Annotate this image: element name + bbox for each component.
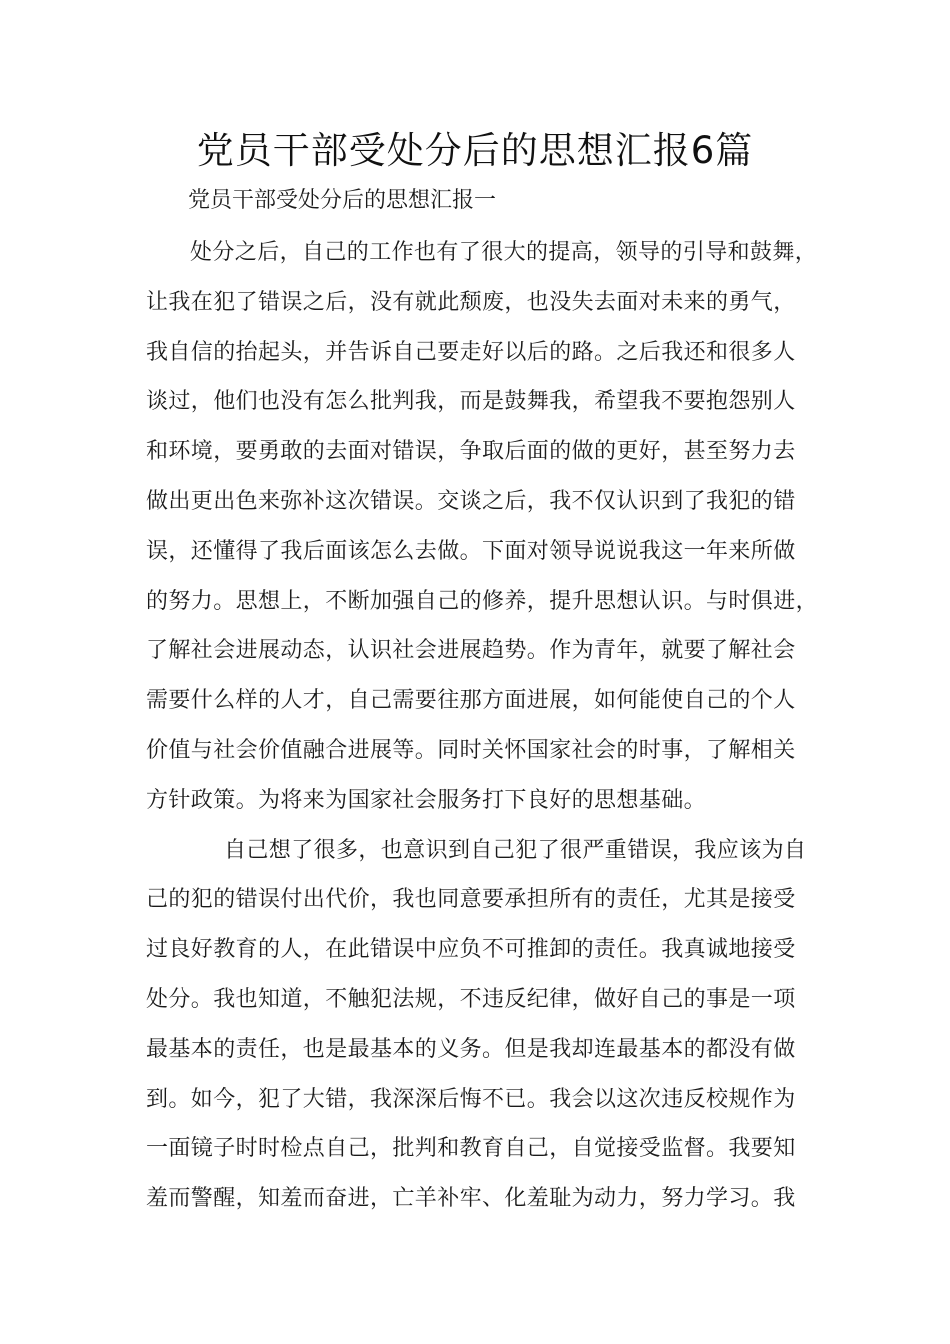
body-line: 让我在犯了错误之后，没有就此颓废，也没失去面对未来的勇气， bbox=[146, 289, 796, 315]
section-heading: 党员干部受处分后的思想汇报一 bbox=[188, 188, 497, 213]
body-line: 羞而警醒，知羞而奋进，亡羊补牢、化羞耻为动力，努力学习。我 bbox=[146, 1186, 796, 1212]
body-line: 的努力。思想上，不断加强自己的修养，提升思想认识。与时俱进， bbox=[146, 588, 819, 614]
body-line: 谈过，他们也没有怎么批判我，而是鼓舞我，希望我不要抱怨别人 bbox=[146, 389, 796, 415]
body-line: 做出更出色来弥补这次错误。交谈之后，我不仅认识到了我犯的错 bbox=[146, 488, 796, 514]
body-line: 自己想了很多，也意识到自己犯了很严重错误，我应该为自 bbox=[224, 837, 807, 863]
body-line: 过良好教育的人，在此错误中应负不可推卸的责任。我真诚地接受 bbox=[146, 937, 796, 963]
document-title: 党员干部受处分后的思想汇报6篇 bbox=[196, 129, 754, 172]
body-line: 处分。我也知道，不触犯法规，不违反纪律，做好自己的事是一项 bbox=[146, 986, 796, 1012]
body-line: 最基本的责任，也是最基本的义务。但是我却连最基本的都没有做 bbox=[146, 1036, 796, 1062]
body-line: 己的犯的错误付出代价，我也同意要承担所有的责任，尤其是接受 bbox=[146, 887, 796, 913]
body-line: 需要什么样的人才，自己需要往那方面进展，如何能使自己的个人 bbox=[146, 688, 796, 714]
body-line: 误，还懂得了我后面该怎么去做。下面对领导说说我这一年来所做 bbox=[146, 538, 796, 564]
body-line: 一面镜子时时检点自己，批判和教育自己，自觉接受监督。我要知 bbox=[146, 1136, 796, 1162]
body-line: 处分之后，自己的工作也有了很大的提高，领导的引导和鼓舞， bbox=[190, 240, 818, 265]
body-line: 到。如今，犯了大错，我深深后悔不已。我会以这次违反校规作为 bbox=[146, 1086, 796, 1112]
body-line: 了解社会进展动态，认识社会进展趋势。作为青年，就要了解社会 bbox=[146, 638, 796, 664]
body-text bbox=[146, 228, 836, 1224]
body-line: 价值与社会价值融合进展等。同时关怀国家社会的时事，了解相关 bbox=[146, 737, 796, 763]
body-line: 方针政策。为将来为国家社会服务打下良好的思想基础。 bbox=[146, 787, 707, 813]
body-line: 和环境，要勇敢的去面对错误，争取后面的做的更好，甚至努力去 bbox=[146, 439, 796, 465]
body-line: 我自信的抬起头，并告诉自己要走好以后的路。之后我还和很多人 bbox=[146, 339, 796, 365]
